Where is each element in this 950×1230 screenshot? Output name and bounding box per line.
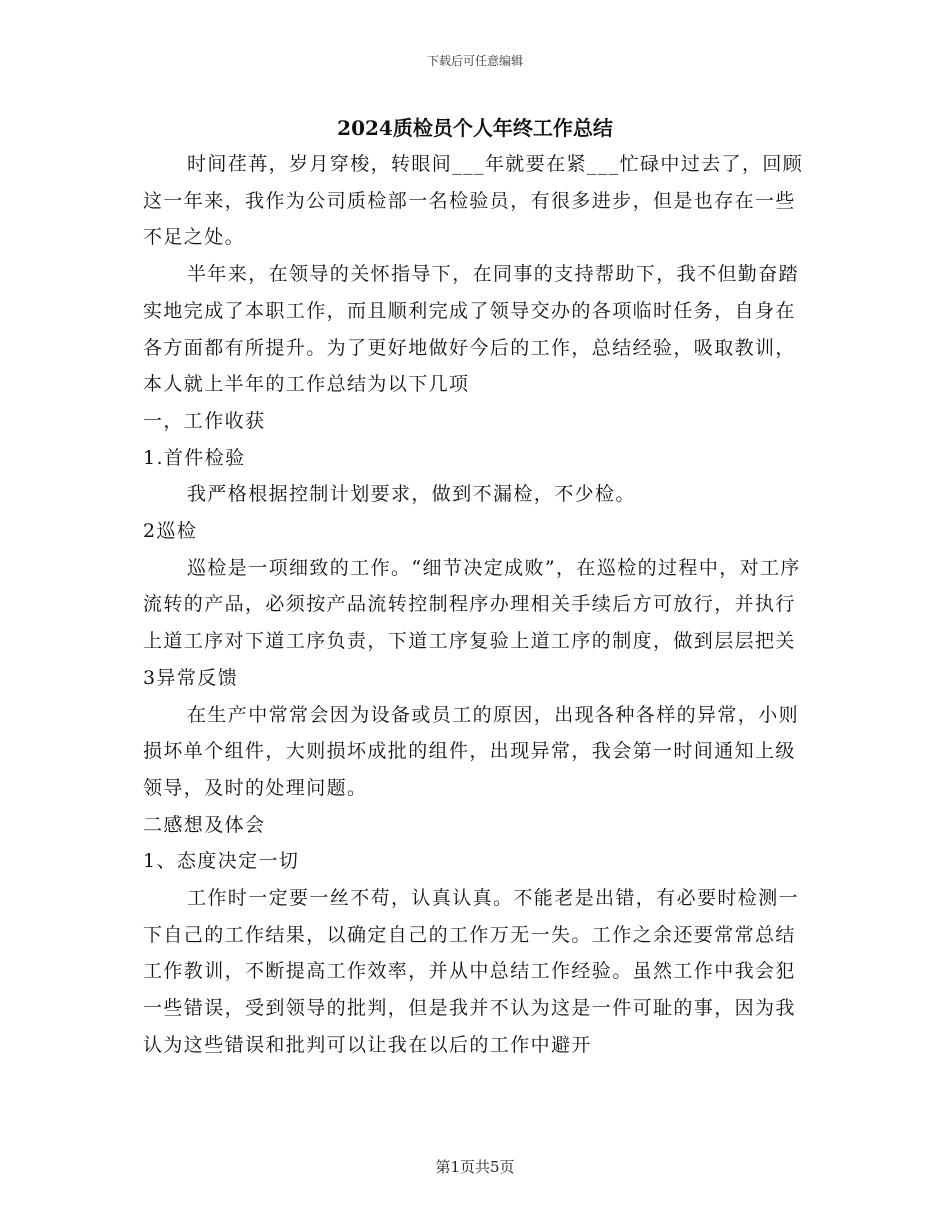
subheading-attitude: 1、态度决定一切 [143,850,300,873]
document-body [143,146,807,1064]
document-title: 2024质检员个人年终工作总结 [337,116,613,140]
paragraph-half-year: 半年来，在领导的关怀指导下，在同事的支持帮助下，我不但勤奋踏实地完成了本职工作，而且顺利完成了领导交办的各项临时任务，自身在各方面都有所提升。为了更好地做好今后的工作，总结经验，吸取教训，本人就上半年的工作总结为以下几项 [143,263,800,396]
paragraph-abnormal-feedback: 在生产中常常会因为设备或员工的原因，出现各种各样的异常，小则损坏单个组件，大则损坏成批的组件，出现异常，我会第一时间通知上级领导，及时的处理问题。 [143,703,800,799]
paragraph-intro: 时间荏苒，岁月穿梭，转眼间___年就要在紧___忙碌中过去了，回顾这一年来，我作为公司质检部一名检验员，有很多进步，但是也存在一些不足之处。 [143,153,804,249]
section-heading-work-gains: 一，工作收获 [143,409,266,432]
subheading-patrol-inspection: 2巡检 [143,520,198,543]
page-number: 第1页共5页 [435,1158,515,1176]
paragraph-attitude: 工作时一定要一丝不苟，认真认真。不能老是出错，有必要时检测一下自己的工作结果，以确定自己的工作万无一失。工作之余还要常常总结工作教训，不断提高工作效率，并从中总结工作经验。虽然工作中我会犯一些错误，受到领导的批判，但是我并不认为这是一件可耻的事，因为我认为这些错误和批判可以让我在以后的工作中避开 [143,887,800,1056]
paragraph-first-article-inspection: 我严格根据控制计划要求，做到不漏检，不少检。 [187,483,636,506]
paragraph-patrol-inspection: 巡检是一项细致的工作。“细节决定成败”，在巡检的过程中，对工序流转的产品，必须按产品流转控制程序办理相关手续后方可放行，并执行上道工序对下道工序负责，下道工序复验上道工序的制度，做到层层把关 [143,556,801,653]
subheading-first-article-inspection: 1.首件检验 [143,446,246,469]
subheading-abnormal-feedback: 3异常反馈 [143,666,239,689]
section-heading-reflections: 二感想及体会 [143,813,266,836]
page-header-note: 下载后可任意编辑 [426,54,523,68]
